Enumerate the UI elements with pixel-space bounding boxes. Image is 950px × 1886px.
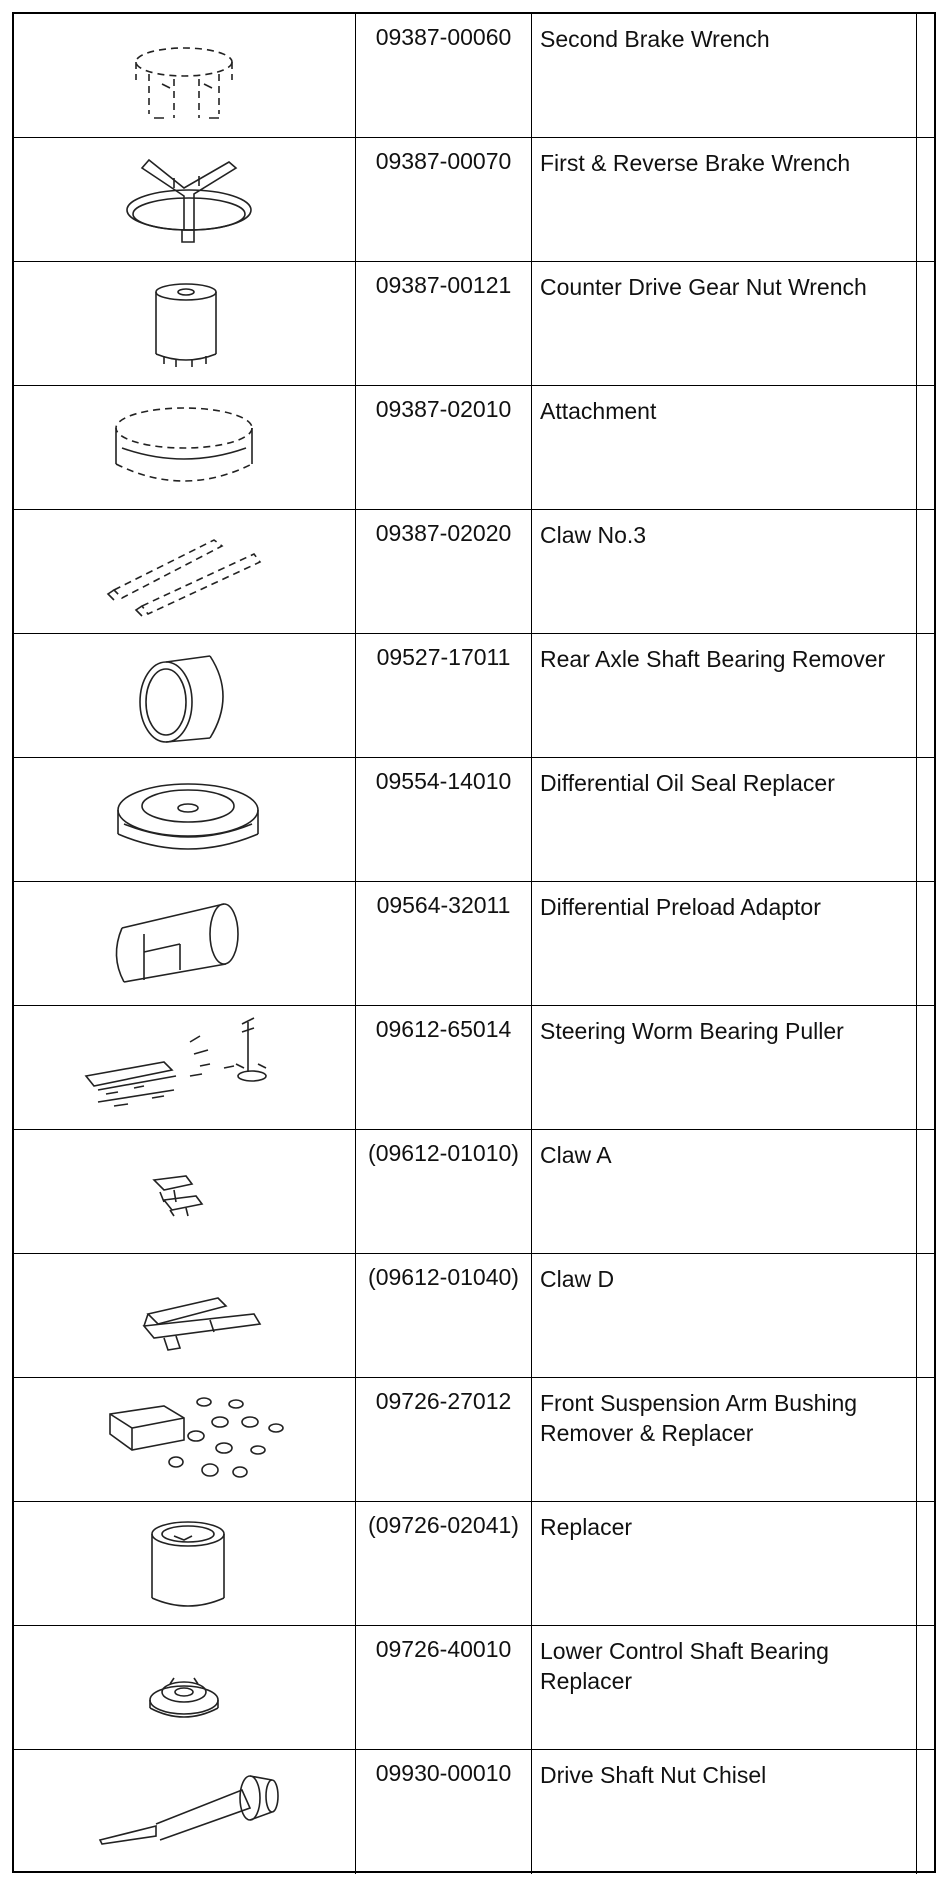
bushing-set-icon [14,1378,356,1501]
three-arm-ring-wrench-icon [14,138,356,261]
table-row [14,1254,934,1378]
table-row [14,758,934,882]
part-number: (09612-01010) [356,1130,532,1253]
tool-name: Claw A [532,1130,917,1253]
tool-name: Counter Drive Gear Nut Wrench [532,262,917,385]
table-row [14,634,934,758]
claw-arms-icon [14,1254,356,1377]
tool-name: Second Brake Wrench [532,14,917,137]
socket-wrench-icon [14,262,356,385]
claw-pair-icon [14,510,356,633]
tool-name: Front Suspension Arm Bushing Remover & Replacer [532,1378,917,1501]
table-row [14,510,934,634]
table-row [14,1626,934,1750]
tool-name: Attachment [532,386,917,509]
tool-table [12,12,936,1873]
part-number: 09726-27012 [356,1378,532,1501]
tool-name: Differential Preload Adaptor [532,882,917,1005]
disc-replacer-icon [14,758,356,881]
tool-name: Rear Axle Shaft Bearing Remover [532,634,917,757]
tool-name: Drive Shaft Nut Chisel [532,1750,917,1874]
cylinder-replacer-icon [14,1502,356,1625]
part-number: 09387-00060 [356,14,532,137]
table-row [14,386,934,510]
part-number: 09387-02020 [356,510,532,633]
table-row [14,14,934,138]
cup-remover-icon [14,634,356,757]
part-number: 09726-40010 [356,1626,532,1749]
table-row [14,1006,934,1130]
part-number: (09726-02041) [356,1502,532,1625]
table-row [14,1502,934,1626]
part-number: 09527-17011 [356,634,532,757]
part-number: 09930-00010 [356,1750,532,1874]
ring-attachment-icon [14,386,356,509]
table-row [14,262,934,386]
slotted-tube-icon [14,882,356,1005]
small-claw-icon [14,1130,356,1253]
part-number: 09564-32011 [356,882,532,1005]
puller-kit-icon [14,1006,356,1129]
bearing-replacer-icon [14,1626,356,1749]
tool-name: Claw D [532,1254,917,1377]
table-row [14,882,934,1006]
table-row [14,1378,934,1502]
ring-wrench-icon [14,14,356,137]
table-row [14,138,934,262]
part-number: 09387-00070 [356,138,532,261]
tool-name: Replacer [532,1502,917,1625]
part-number: 09612-65014 [356,1006,532,1129]
tool-name: Lower Control Shaft Bearing Replacer [532,1626,917,1749]
tool-name: Steering Worm Bearing Puller [532,1006,917,1129]
part-number: (09612-01040) [356,1254,532,1377]
tool-name: Claw No.3 [532,510,917,633]
table-row [14,1130,934,1254]
part-number: 09387-02010 [356,386,532,509]
chisel-icon [14,1750,356,1873]
tool-name: Differential Oil Seal Replacer [532,758,917,881]
part-number: 09387-00121 [356,262,532,385]
part-number: 09554-14010 [356,758,532,881]
table-row [14,1750,934,1874]
tool-name: First & Reverse Brake Wrench [532,138,917,261]
